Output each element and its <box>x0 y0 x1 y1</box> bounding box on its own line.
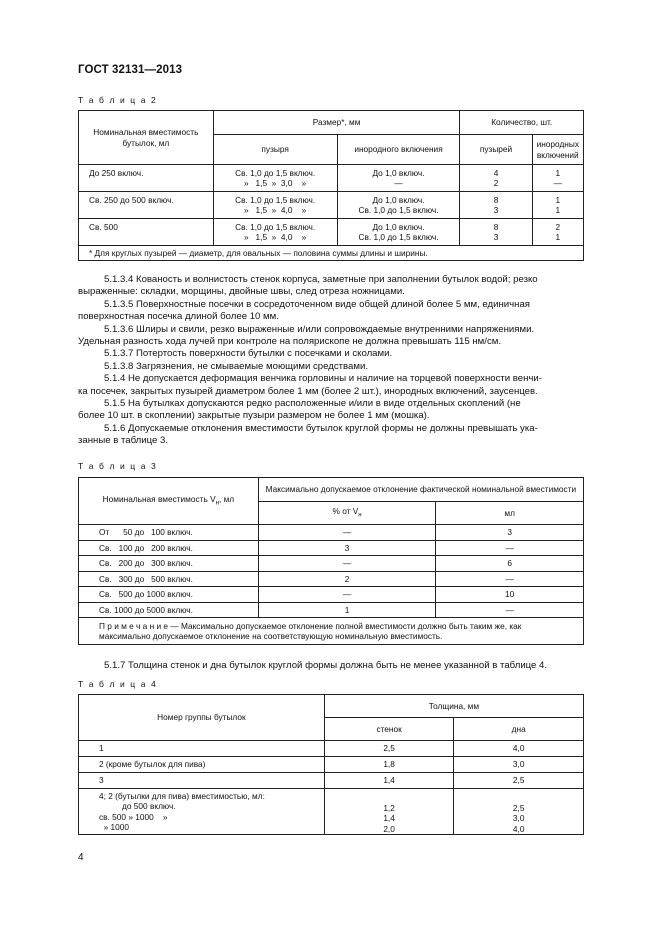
paragraph-line: более 10 шт. в скоплении) закрытые пузыри размером не более 1 мм (мошка). <box>78 410 430 422</box>
paragraph-line: 5.1.3.4 Кованость и волнистость стенок корпуса, заметные при заполнении бутылок водой; резко <box>104 274 538 285</box>
table-row: Св. 500 Св. 1,0 до 1,5 включ. » 1,5 » 4,0 » До 1,0 включ. Св. 1,0 до 1,5 включ. 8 3 2 1 <box>79 219 584 246</box>
paragraph-5-1-7: 5.1.7 Толщина стенок и дна бутылок круглой формы должна быть не менее указанной в таблице 4. <box>104 660 548 671</box>
paragraph-line: 5.1.3.8 Загрязнения, не смываемые моющими средствами. <box>104 360 369 372</box>
paragraph-line: 5.1.3.5 Поверхностные посечки в сосредоточенном виде общей длиной более 5 мм, единичная <box>104 298 530 310</box>
paragraph-line: 5.1.3.6 Шлиры и свили, резко выраженные и/или сопровождаемые внутренними напряжениями. <box>104 323 535 335</box>
table-row: 1 2,5 4,0 <box>79 741 584 757</box>
t4-head-walls: стенок <box>324 718 454 741</box>
table-row: 4; 2 (бутылки для пива) вместимостью, мл: до 500 включ. св. 500 » 1000 » » 1000 1,2 1,4 2,0 2,5 3,0 4,0 <box>79 789 584 835</box>
t3-head-ml: мл <box>436 502 584 525</box>
paragraph-line: выраженные: складки, морщины, двойные швы, след отреза ножницами. <box>78 286 405 298</box>
t4-head-bottom: дна <box>454 718 584 741</box>
table-row: Св. 200 до 300 включ. — 6 <box>79 556 584 572</box>
table-4-caption: Т а б л и ц а 4 <box>78 679 158 689</box>
table-row: Св. 250 до 500 включ. Св. 1,0 до 1,5 включ. » 1,5 » 4,0 » До 1,0 включ. Св. 1,0 до 1,5 включ. 8 3 1 1 <box>79 192 584 219</box>
table-2-caption: Т а б л и ц а 2 <box>78 95 158 105</box>
table-row: 2 (кроме бутылок для пива) 1,8 3,0 <box>79 757 584 773</box>
table-4 <box>78 694 584 835</box>
t2-head-capacity: Номинальная вместимость бутылок, мл <box>79 111 214 165</box>
page-number: 4 <box>78 852 84 863</box>
paragraphs-5-1-3 <box>78 274 584 448</box>
t2-head-size: Размер*, мм <box>213 111 460 135</box>
paragraph-line: 5.1.3.7 Потертость поверхности бутылки с посечками и сколами. <box>104 348 393 360</box>
table-row: До 250 включ. Св. 1,0 до 1,5 включ. » 1,5 » 3,0 » До 1,0 включ. — 4 2 1 — <box>79 165 584 192</box>
t2-head-bubbles-count: пузырей <box>460 135 532 165</box>
page-header: ГОСТ 32131—2013 <box>78 64 183 76</box>
table-row: От 50 до 100 включ. — 3 <box>79 525 584 541</box>
t2-head-count: Количество, шт. <box>460 111 584 135</box>
paragraph-line: 5.1.6 Допускаемые отклонения вместимости бутылок круглой формы не должны превышать ука- <box>104 422 538 434</box>
paragraph-line: Удельная разность хода лучей при контроле на полярископе не должна превышать 115 нм/см. <box>78 336 502 348</box>
table-3 <box>78 477 584 645</box>
t2-head-inclusions-count: инородных включений <box>532 135 583 165</box>
table-row: Св. 1000 до 5000 включ. 1 — <box>79 602 584 618</box>
paragraph-line: ка посечек, закрытых пузырей диаметром более 1 мм (более 2 шт.), инородных включений, заусенцев. <box>78 385 538 397</box>
table-3-caption: Т а б л и ц а 3 <box>78 461 158 471</box>
table-row: 3 1,4 2,5 <box>79 773 584 789</box>
table-row: Св. 500 до 1000 включ. — 10 <box>79 587 584 603</box>
t3-head-capacity: Номинальная вместимость $V_н$, мл <box>79 478 259 525</box>
t4-head-group: Номер группы бутылок <box>79 695 325 741</box>
paragraph-line: 5.1.5 На бутылках допускаются редко расположенные и/или в виде отдельных скоплений (не <box>104 398 521 410</box>
t4-head-thickness: Толщина, мм <box>324 695 583 718</box>
t2-footnote: * Для круглых пузырей — диаметр, для овальных — половина суммы длины и ширины. <box>79 246 584 261</box>
paragraph-line: поверхностная посечка длиной более 10 мм. <box>78 311 279 323</box>
t2-head-bubbles: пузыря <box>213 135 337 165</box>
paragraph-line: занные в таблице 3. <box>78 435 169 447</box>
table-2 <box>78 110 584 261</box>
t3-note: П р и м е ч а н и е — Максимально допускаемое отклонение полной вместимости должно быть таким же, как максимально допускаемое отклонение на соответствующую номинальную вместимость. <box>79 618 584 645</box>
t2-head-inclusions: инородного включения <box>337 135 460 165</box>
table-row: Св. 300 до 500 включ. 2 — <box>79 571 584 587</box>
t3-head-deviation: Максимально допускаемое отклонение фактической номинальной вместимости <box>258 478 583 502</box>
t3-head-percent: % от $V_н$ <box>258 502 436 525</box>
paragraph-line: 5.1.4 Не допускается деформация венчика горловины и наличие на торцевой поверхности венчи- <box>104 373 542 385</box>
table-row: Св. 100 до 200 включ. 3 — <box>79 540 584 556</box>
